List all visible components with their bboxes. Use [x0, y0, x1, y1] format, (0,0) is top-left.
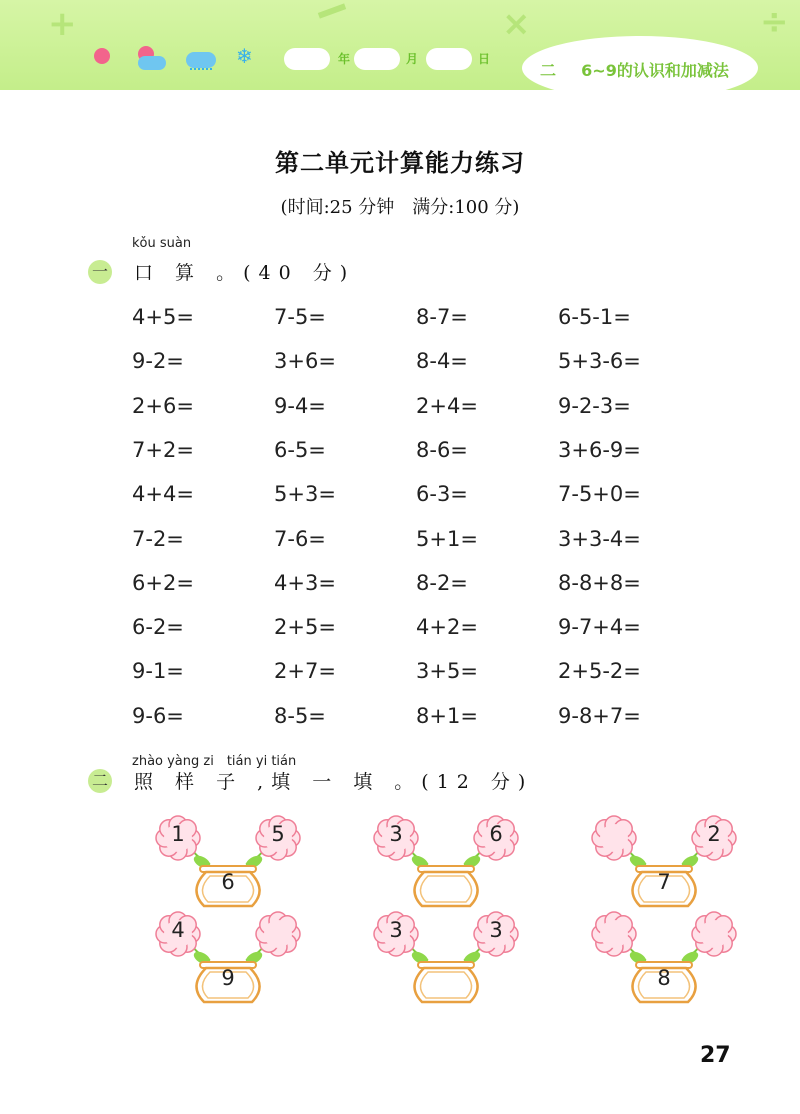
pot-number: 6: [221, 870, 235, 894]
plus-icon: +: [48, 4, 77, 44]
equation: 4+3=: [274, 571, 336, 595]
flower-number-right: 2: [707, 822, 721, 846]
section2-title: 照 样 子 ,填 一 填 。(12 分): [134, 771, 534, 793]
pot-number: 8: [657, 966, 671, 990]
flower-number-right: 5: [271, 822, 285, 846]
equation: 8+1=: [416, 704, 478, 728]
equation: 9-6=: [132, 704, 184, 728]
flower-pot-item: [366, 908, 526, 1093]
day-label: 日: [478, 52, 491, 66]
equation: 7-5=: [274, 305, 326, 329]
equation: 8-5=: [274, 704, 326, 728]
section2-number-badge: 二: [86, 767, 114, 795]
page-subtitle: (时间:25 分钟 满分:100 分): [280, 197, 520, 218]
equation: 3+6-9=: [558, 438, 641, 462]
snowflake-icon: ❄: [236, 44, 253, 68]
equation: 7-6=: [274, 527, 326, 551]
equation: 8-2=: [416, 571, 468, 595]
equation: 4+4=: [132, 482, 194, 506]
flower-pot-illustration: [584, 908, 744, 1008]
month-field[interactable]: [354, 48, 400, 70]
flower-number-right: 6: [489, 822, 503, 846]
section1-number-badge: 一: [86, 258, 114, 286]
equation: 6-5-1=: [558, 305, 631, 329]
day-field[interactable]: [426, 48, 472, 70]
equation: 3+6=: [274, 349, 336, 373]
flower-number-right: 3: [489, 918, 503, 942]
section2-pinyin: zhào yàng zi tián yi tián: [132, 754, 297, 769]
pot-number: 9: [221, 966, 235, 990]
equation: 6-5=: [274, 438, 326, 462]
equation: 4+2=: [416, 615, 478, 639]
month-label: 月: [406, 52, 419, 66]
equation: 5+3-6=: [558, 349, 641, 373]
page-number: 27: [700, 1043, 731, 1068]
divide-icon: ÷: [760, 2, 789, 42]
equation: 9-7+4=: [558, 615, 641, 639]
year-field[interactable]: [284, 48, 330, 70]
equation: 8-4=: [416, 349, 468, 373]
equation: 7-5+0=: [558, 482, 641, 506]
equation: 9-4=: [274, 394, 326, 418]
equation: 4+5=: [132, 305, 194, 329]
sunny-icon: [94, 48, 110, 64]
flower-number-left: 3: [389, 822, 403, 846]
equation: 3+5=: [416, 659, 478, 683]
pot-number: 7: [657, 870, 671, 894]
equation: 6-3=: [416, 482, 468, 506]
equation: 9-1=: [132, 659, 184, 683]
equation: 2+4=: [416, 394, 478, 418]
equation: 7-2=: [132, 527, 184, 551]
equation: 8-7=: [416, 305, 468, 329]
section1-title: 口 算 。(40 分): [134, 262, 356, 284]
flower-pot-item: [148, 908, 308, 1093]
equation: 5+3=: [274, 482, 336, 506]
equation: 9-2=: [132, 349, 184, 373]
equation: 9-8+7=: [558, 704, 641, 728]
equation: 8-8+8=: [558, 571, 641, 595]
unit-title: [540, 58, 729, 81]
flower-number-left: 3: [389, 918, 403, 942]
flower-number-left: 1: [171, 822, 185, 846]
unit-name: 6~9的认识和加减法: [581, 61, 729, 80]
times-icon: ×: [502, 4, 531, 44]
equation: 2+6=: [132, 394, 194, 418]
page-title: 第二单元计算能力练习: [275, 149, 525, 177]
flower-number-left: 4: [171, 918, 185, 942]
equation: 2+5-2=: [558, 659, 641, 683]
equation: 5+1=: [416, 527, 478, 551]
equation: 7+2=: [132, 438, 194, 462]
section1-pinyin: kǒu suàn: [132, 236, 192, 251]
equation: 6-2=: [132, 615, 184, 639]
equation: 3+3-4=: [558, 527, 641, 551]
equation: 2+5=: [274, 615, 336, 639]
equation: 9-2-3=: [558, 394, 631, 418]
year-label: 年: [338, 52, 351, 66]
unit-number: 二: [540, 61, 557, 80]
equation: 2+7=: [274, 659, 336, 683]
equation: 8-6=: [416, 438, 468, 462]
equation: 6+2=: [132, 571, 194, 595]
